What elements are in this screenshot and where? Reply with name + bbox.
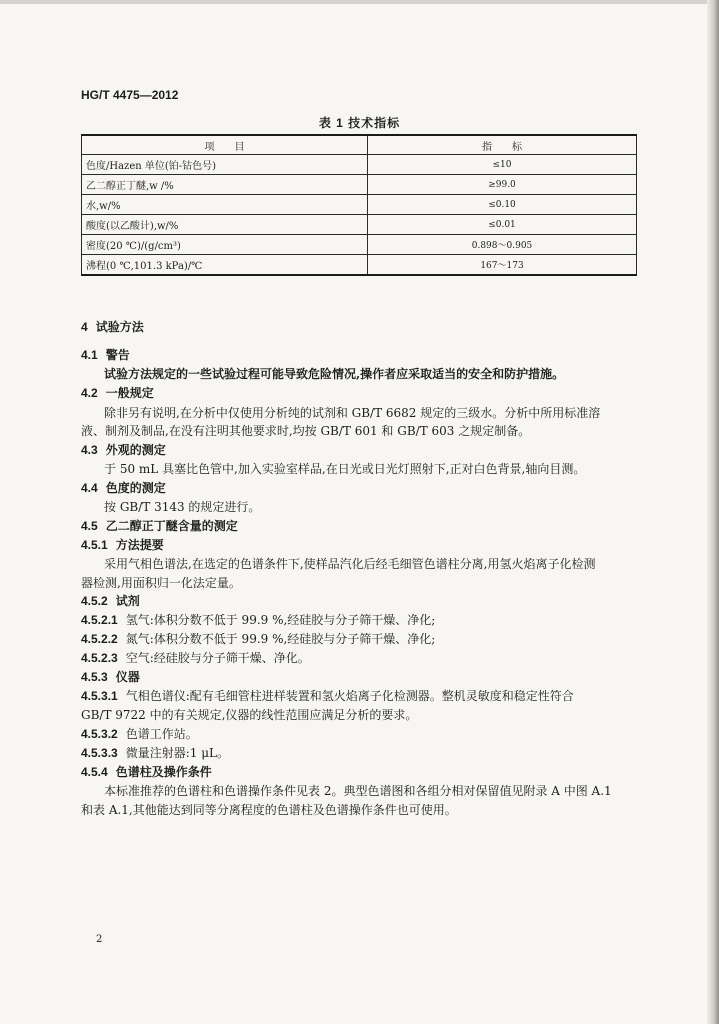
section-number: 4.5.3	[81, 670, 108, 684]
section-number: 4	[81, 320, 88, 334]
section-title: 试剂	[115, 594, 140, 608]
section-4-5-2-2	[81, 630, 435, 647]
row-item: 色度/Hazen 单位(铂-钴色号)	[82, 155, 368, 175]
section-4-5-3-1-line1	[81, 687, 574, 704]
section-text: 微量注射器:1 μL。	[125, 746, 229, 760]
section-number: 4.4	[81, 481, 98, 495]
column-header-item: 项 目	[82, 135, 368, 155]
section-4-5-2-3	[81, 649, 310, 666]
table-row	[82, 235, 637, 255]
table-row	[82, 195, 637, 215]
section-4-3-heading	[81, 441, 166, 458]
section-4-5-3-heading	[81, 668, 140, 685]
page-number: 2	[96, 934, 103, 945]
table-1-title: 表 1 技术指标	[318, 116, 401, 130]
row-value: ≤0.01	[368, 215, 637, 235]
row-item: 密度(20 ℃)/(g/cm³)	[82, 235, 368, 255]
section-4-5-heading	[81, 517, 238, 534]
row-item: 水,w/%	[82, 195, 368, 215]
table-header-row	[82, 135, 637, 155]
spec-table	[81, 134, 637, 276]
section-4-2-text-line1: 除非另有说明,在分析中仅使用分析纯的试剂和 GB/T 6682 规定的三级水。分析中所用标准溶	[104, 406, 601, 420]
table-row	[82, 155, 637, 175]
section-text: 空气:经硅胶与分子筛干燥、净化。	[125, 651, 310, 665]
section-4-4-text: 按 GB/T 3143 的规定进行。	[104, 500, 261, 514]
section-4-3-text: 于 50 mL 具塞比色管中,加入实验室样品,在日光或日光灯照射下,正对白色背景,轴向目测。	[104, 462, 586, 476]
section-4-1-text: 试验方法规定的一些试验过程可能导致危险情况,操作者应采取适当的安全和防护措施。	[104, 367, 565, 381]
section-4-5-1-text-line2: 器检测,用面积归一化法定量。	[81, 576, 241, 590]
section-title: 试验方法	[95, 320, 144, 334]
scan-top-edge	[0, 0, 719, 4]
section-title: 乙二醇正丁醚含量的测定	[105, 519, 238, 533]
row-item: 沸程(0 ℃,101.3 kPa)/℃	[82, 255, 368, 276]
section-4-5-1-text-line1: 采用气相色谱法,在选定的色谱条件下,使样品汽化后经毛细管色谱柱分离,用氢火焰离子化检测	[104, 557, 596, 571]
section-4-5-3-3	[81, 744, 229, 761]
section-4-5-4-heading	[81, 763, 212, 780]
section-title: 一般规定	[105, 386, 154, 400]
section-number: 4.5.3.1	[81, 689, 118, 703]
section-title: 色谱柱及操作条件	[115, 765, 212, 779]
section-title: 仪器	[115, 670, 140, 684]
column-header-value: 指 标	[368, 135, 637, 155]
section-number: 4.3	[81, 443, 98, 457]
section-4-5-1-heading	[81, 536, 164, 553]
section-number: 4.5.2.2	[81, 632, 118, 646]
section-4-5-2-heading	[81, 592, 140, 609]
section-4-5-3-1-line2: GB/T 9722 中的有关规定,仪器的线性范围应满足分析的要求。	[81, 708, 418, 722]
section-text: 氮气:体积分数不低于 99.9 %,经硅胶与分子筛干燥、净化;	[125, 632, 436, 646]
section-text: 色谱工作站。	[125, 727, 198, 741]
row-item: 酸度(以乙酸计),w/%	[82, 215, 368, 235]
row-item: 乙二醇正丁醚,w /%	[82, 175, 368, 195]
table-row	[82, 255, 637, 276]
section-4-5-4-text-line2: 和表 A.1,其他能达到同等分离程度的色谱柱及色谱操作条件也可使用。	[81, 803, 457, 817]
section-title: 方法提要	[115, 538, 164, 552]
section-number: 4.5.4	[81, 765, 108, 779]
section-number: 4.5.1	[81, 538, 108, 552]
scan-right-edge	[707, 0, 719, 1024]
section-number: 4.5.2.1	[81, 613, 118, 627]
section-number: 4.5.3.3	[81, 746, 118, 760]
section-number: 4.1	[81, 348, 98, 362]
section-title: 外观的测定	[105, 443, 166, 457]
section-4-4-heading	[81, 479, 166, 496]
section-title: 警告	[105, 348, 130, 362]
row-value: ≤0.10	[368, 195, 637, 215]
row-value: ≤10	[368, 155, 637, 175]
section-4-1-heading	[81, 346, 130, 363]
section-4-5-2-1	[81, 611, 435, 628]
section-4-2-heading	[81, 384, 154, 401]
section-text: 气相色谱仪:配有毛细管柱进样装置和氢火焰离子化检测器。整机灵敏度和稳定性符合	[125, 689, 574, 703]
standard-number: HG/T 4475—2012	[81, 88, 179, 102]
section-text: 氢气:体积分数不低于 99.9 %,经硅胶与分子筛干燥、净化;	[125, 613, 436, 627]
section-number: 4.5.3.2	[81, 727, 118, 741]
table-row	[82, 215, 637, 235]
section-number: 4.5.2	[81, 594, 108, 608]
section-4-heading	[81, 318, 144, 335]
section-number: 4.2	[81, 386, 98, 400]
row-value: 167～173	[368, 255, 637, 276]
row-value: ≥99.0	[368, 175, 637, 195]
section-title: 色度的测定	[105, 481, 166, 495]
section-number: 4.5	[81, 519, 98, 533]
section-4-5-4-text-line1: 本标准推荐的色谱柱和色谱操作条件见表 2。典型色谱图和各组分相对保留值见附录 A 中图 A.1	[104, 784, 612, 798]
row-value: 0.898～0.905	[368, 235, 637, 255]
section-number: 4.5.2.3	[81, 651, 118, 665]
section-4-5-3-2	[81, 725, 198, 742]
section-4-2-text-line2: 液、制剂及制品,在没有注明其他要求时,均按 GB/T 601 和 GB/T 603 之规定制备。	[81, 424, 531, 438]
table-row	[82, 175, 637, 195]
